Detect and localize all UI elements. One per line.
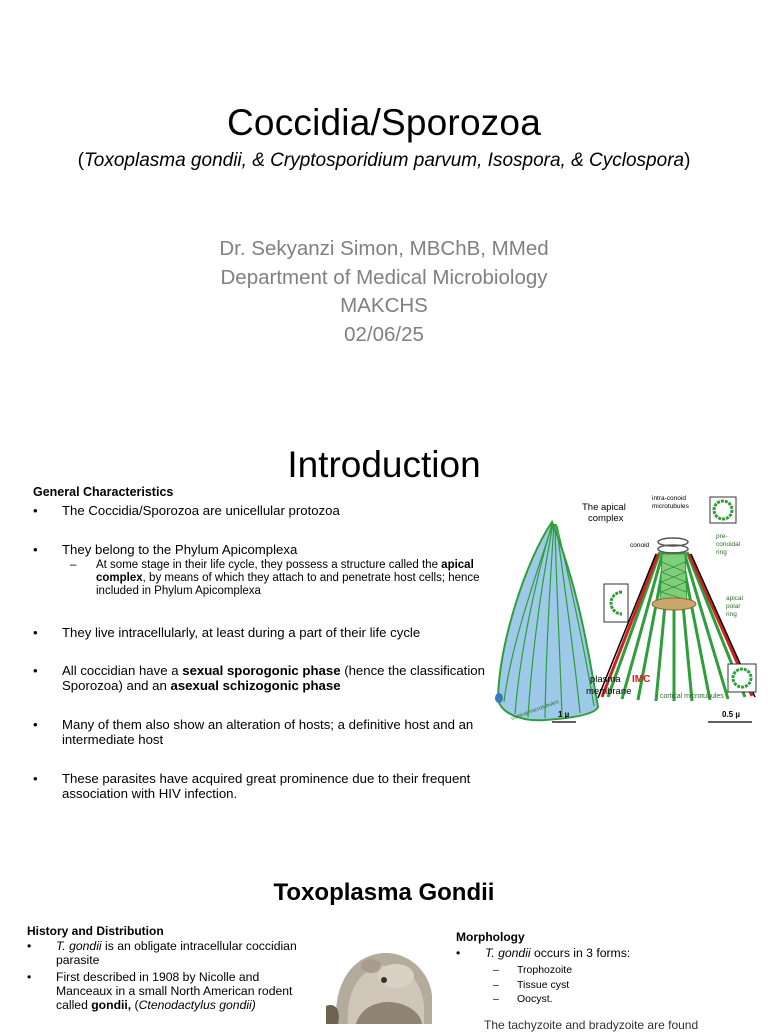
svg-text:IMC: IMC	[632, 674, 651, 685]
author-name: Dr. Sekyanzi Simon, MBChB, MMed	[219, 237, 549, 260]
author-date: 02/06/25	[344, 322, 424, 346]
svg-text:0.5 µ: 0.5 µ	[722, 710, 740, 719]
bullet-icon: •	[33, 625, 38, 640]
svg-text:ring: ring	[726, 611, 737, 618]
svg-text:complex: complex	[588, 513, 624, 524]
svg-text:membrane: membrane	[586, 686, 632, 697]
slide-title: Introduction	[287, 444, 481, 485]
cell-tip	[495, 693, 503, 703]
bullet-icon: •	[33, 771, 38, 786]
svg-text:cortical microtubules: cortical microtubules	[660, 693, 724, 700]
author-institution: MAKCHS	[340, 294, 428, 317]
svg-text:ring: ring	[716, 549, 727, 556]
svg-text:plasma: plasma	[590, 674, 621, 685]
introduction-slide: Introduction General Characteristics • The Coccidia/Sporozoa are unicellular protozoa • They belong to the Phylum Apicomplexa – At some stage in their life cycle, they possess a structure called the apical complex, by means of which they attach to and penetrate host cells; hence included in Phylum Apicomplexa • They live intracellularly, at least during a part of their life cycle • All coccidian have a sexual sporogonic phase (hence the classification Sporozoa) and an asexual schizogonic phase • Many of them also show an alteration of hosts; a definitive host and an intermediate host • These parasites have acquired great prominence due to their frequent association with HIV infection. The apical complex intra-conoid microtubules pre- conoidal ring conoid apical polar ring plasma membrane IMC cortical microtubules cortical microtubules 1 µ 0.5 µ	[0, 422, 768, 846]
svg-text:apical: apical	[726, 595, 743, 602]
bullet-icon: •	[27, 970, 32, 984]
subtitle-close-paren: )	[684, 150, 691, 171]
section-heading: Morphology	[456, 930, 525, 944]
bullet-icon: •	[33, 542, 38, 557]
svg-text:1 µ: 1 µ	[558, 710, 570, 719]
section-heading: History and Distribution	[27, 924, 164, 938]
bullet-icon: •	[33, 663, 38, 678]
svg-text:pre-: pre-	[716, 533, 728, 540]
dash-icon: –	[493, 978, 499, 991]
bullet-icon: •	[33, 717, 38, 732]
svg-text:microtubules: microtubules	[652, 503, 689, 510]
svg-text:conoid: conoid	[630, 542, 650, 549]
section-heading: General Characteristics	[33, 485, 174, 499]
svg-text:polar: polar	[726, 603, 741, 610]
svg-text:conoidal: conoidal	[716, 541, 741, 548]
bullet-icon: •	[456, 946, 461, 960]
bullet-icon: •	[27, 939, 32, 953]
subtitle-open-paren: (	[77, 150, 84, 171]
slide-subtitle	[0, 150, 768, 172]
gundi-rodent-photo	[326, 936, 436, 1024]
title-slide	[0, 0, 768, 422]
slide-title: Coccidia/Sporozoa	[227, 102, 541, 143]
apical-complex-diagram	[490, 492, 760, 732]
author-block	[0, 235, 768, 349]
slide-title: Toxoplasma Gondii	[273, 879, 495, 906]
dash-icon: –	[493, 964, 499, 976]
dash-icon: –	[70, 559, 77, 571]
bullet-icon: •	[33, 503, 38, 518]
svg-text:The apical: The apical	[582, 502, 626, 513]
cut-off-text: The tachyzoite and bradyzoite are found	[484, 1018, 699, 1032]
svg-text:intra-conoid: intra-conoid	[652, 495, 686, 502]
author-department: Department of Medical Microbiology	[220, 265, 548, 289]
subtitle-species: Toxoplasma gondii, & Cryptosporidium parvum, Isospora, & Cyclospora	[83, 150, 685, 171]
dash-icon: –	[493, 993, 499, 1005]
svg-text:cortical microtubules: cortical microtubules	[510, 699, 560, 722]
toxoplasma-slide: Toxoplasma Gondii History and Distribution • T. gondii is an obligate intracellular coccidian parasite • First described in 1908 by Nicolle and Manceaux in a small North American rodent called gondii, (Ctenodactylus gondii) Morphology • T. gondii occurs in 3 forms: – Trophozoite – Tissue cyst – Oocyst. The tachyzoite and bradyzoite are found	[0, 846, 768, 1024]
